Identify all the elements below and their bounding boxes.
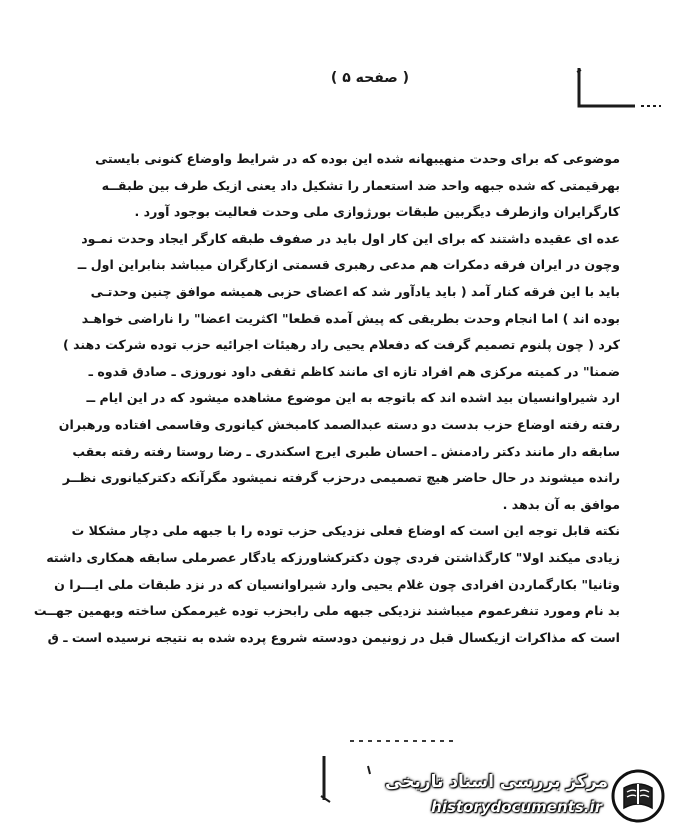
text-line: رانده میشوند در حال حاضر هیچ تصمیمی درحزب گرفته نمیشود مگرآنکه دکترکیانوری نظــر [62, 470, 620, 486]
watermark [385, 764, 670, 828]
text-line: سابقه دار مانند دکتر رادمنش ـ احسان طبری ایرج اسکندری ـ رضا روستا رفته رفته بعقب [72, 443, 620, 459]
corner-bracket-mark [575, 66, 663, 108]
text-line: نکته قابل توجه این است که اوضاع فعلی نزدیکی حزب توده را با جبهه ملی دچار مشکلا ت [71, 523, 620, 539]
text-line: باید با این فرقه کنار آمد ( باید یادآور شد که اعضای حزبی همیشه موافق چنین وحدتـی [90, 283, 620, 299]
page-number-label: ( صفحه ۵ ) [330, 70, 410, 86]
text-line: موافق به آن بدهد . [502, 496, 620, 512]
text-line: رفته رفته اوضاع حزب بدست دو دسته عبدالصمد کامبخش کیانوری وقاسمی افتاده ورهبران [58, 416, 620, 432]
watermark-url: historydocuments.ir [431, 798, 602, 816]
signature-marks [318, 752, 388, 804]
document-body [33, 146, 620, 651]
text-line: بهرقیمتی که شده جبهه واحد ضد استعمار را تشکیل داد یعنی ازیک طرف بین طبقــه [101, 177, 620, 193]
text-line: کرد ( چون پلنوم تصمیم گرفت که دفعلام یحیی راد رهیئات اجرائیه حزب توده شرکت دهند ) [62, 337, 620, 353]
text-line: است که مذاکرات ازیکسال قبل در زونیمن دودسته شروع پرده شده به نتیجه نرسیده است ـ ق [47, 629, 620, 645]
watermark-organization-name: مرکز بررسی اسناد تاریخی [385, 772, 608, 792]
text-line: کارگرایران وازطرف دیگربین طبقات بورژوازی ملی وحدت فعالیت بوجود آورد . [134, 204, 620, 220]
archive-book-logo-icon [610, 768, 666, 824]
text-line: ارد شیراوانسیان بید اشده اند که باتوجه به این موضوع مشاهده میشود که در این ایام ــ [86, 390, 620, 406]
footer-dash-marks [348, 736, 458, 746]
text-line: بوده اند ) اما انجام وحدت بطریقی که پیش آمده قطعا" اکثریت اعضا" را ناراضی خواهـد [81, 310, 620, 326]
text-line: وچون در ایران فرقه دمکرات هم مدعی رهبری قسمتی ازکارگران میباشد بنابراین اول ــ [77, 257, 620, 273]
text-line: زیادی میکند اولا" کارگذاشتن فردی چون دکترکشاورزکه یادگار عصرملی سابقه همکاری داشته [46, 549, 620, 565]
text-line: عده ای عقیده داشتند که برای این کار اول باید در صفوف طبقه کارگر ایجاد وحدت نمـود [81, 230, 620, 246]
text-line: وثانیا" بکارگماردن افرادی چون غلام یحیی وارد شیراوانسیان که در نزد طبقات ملی ایـــرا ن [54, 576, 620, 592]
text-line: موضوعی که برای وحدت منهیبهانه شده این بوده که در شرایط واوضاع کنونی بایستی [95, 151, 620, 166]
text-line: ضمنا" در کمیته مرکزی هم افراد تازه ای مانند کاظم ثقفی داود نوروزی ـ صادق قدوه ـ [88, 363, 620, 379]
text-line: بد نام ومورد تنفرعموم میباشند نزدیکی جبهه ملی رابحزب توده غیرممکن ساخته وبهمین جهــت [33, 603, 620, 619]
